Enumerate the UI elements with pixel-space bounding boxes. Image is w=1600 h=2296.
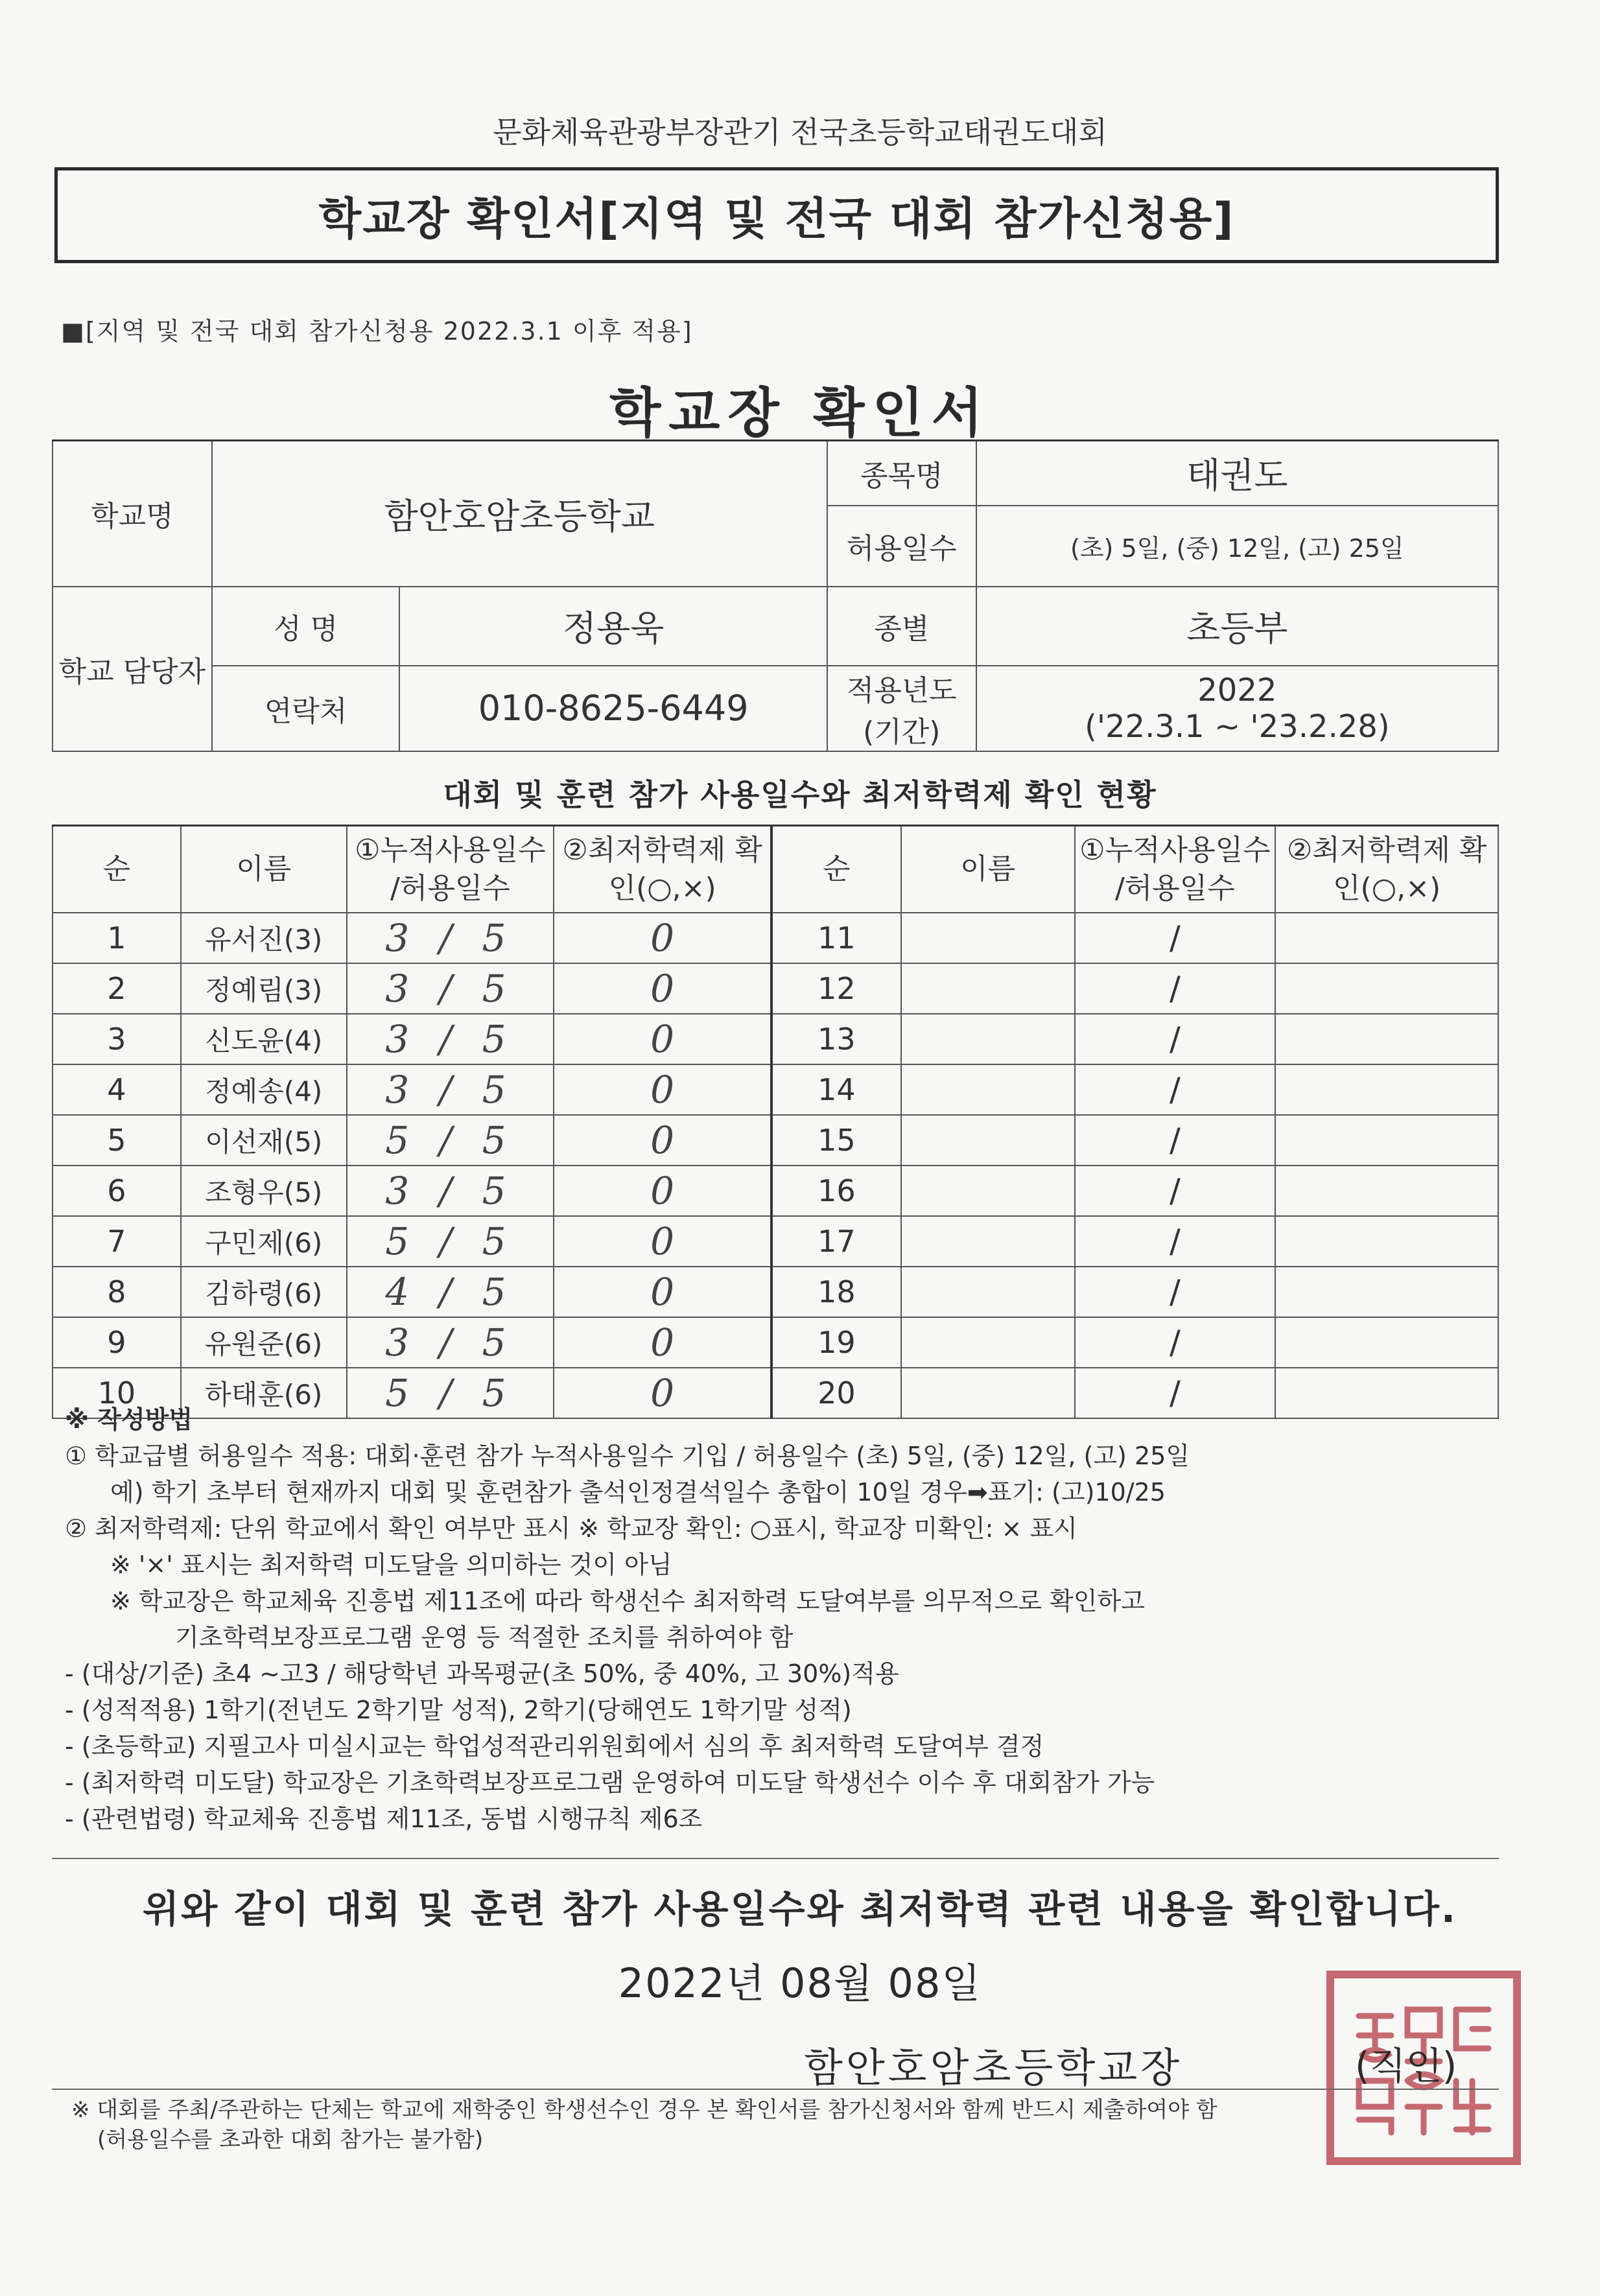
method-line: - (대상/기준) 초4 ~고3 / 해당학년 과목평균(초 50%, 중 40%, 고 30%)적용: [65, 1659, 899, 1688]
header-days: ①누적사용일수 /허용일수: [347, 826, 554, 913]
roster-days: 5 / 5: [347, 1368, 554, 1418]
table-row: [53, 1317, 1498, 1368]
year-label: 적용년도 (기간): [827, 666, 976, 751]
roster-name: 유서진(3): [181, 913, 347, 963]
roster-check: 0: [554, 913, 771, 963]
table-row: [53, 913, 1498, 963]
confirmation-statement: 위와 같이 대회 및 훈련 참가 사용일수와 최저학력 관련 내용을 확인합니다.: [143, 1887, 1457, 1931]
method-heading: ※ 작성방법: [65, 1405, 193, 1434]
roster-days-2: /: [1075, 1166, 1276, 1216]
roster-name: 김하령(6): [181, 1267, 347, 1317]
roster-no-2: 16: [771, 1166, 901, 1216]
sport-label: 종목명: [827, 441, 976, 506]
phone-value: 010-8625-6449: [399, 666, 827, 751]
writing-method: [65, 1401, 1511, 1837]
header-no: 순: [53, 826, 181, 913]
applicability-note: ■[지역 및 전국 대회 참가신청용 2022.3.1 이후 적용]: [61, 317, 693, 346]
roster-check: 0: [554, 1115, 771, 1166]
roster-days-2: /: [1075, 1064, 1276, 1115]
roster-name: 신도윤(4): [181, 1014, 347, 1064]
roster-name: 구민제(6): [181, 1216, 347, 1267]
table-row: [53, 1166, 1498, 1216]
roster-check-2: [1275, 1216, 1498, 1267]
roster-no-2: 20: [771, 1368, 901, 1418]
roster-title: 대회 및 훈련 참가 사용일수와 최저학력제 확인 현황: [443, 777, 1157, 812]
roster-days-2: /: [1075, 1267, 1276, 1317]
roster-check-2: [1275, 1267, 1498, 1317]
roster-name: 조형우(5): [181, 1166, 347, 1216]
table-row: [53, 963, 1498, 1014]
roster-days: 5 / 5: [347, 1216, 554, 1267]
roster-no: 6: [53, 1166, 181, 1216]
roster-check-2: [1275, 963, 1498, 1014]
roster-no: 8: [53, 1267, 181, 1317]
roster-name-2: [901, 963, 1075, 1014]
roster-no-2: 19: [771, 1317, 901, 1368]
table-row: [53, 1267, 1498, 1317]
roster-days-2: /: [1075, 1317, 1276, 1368]
roster-name: 정예송(4): [181, 1064, 347, 1115]
roster-check-2: [1275, 1014, 1498, 1064]
footer-divider: [52, 2089, 1499, 2090]
year-cell: [976, 666, 1498, 751]
sport-value: 태권도: [976, 441, 1498, 506]
roster-check: 0: [554, 1216, 771, 1267]
roster-no-2: 13: [771, 1014, 901, 1064]
roster-no: 1: [53, 913, 181, 963]
roster-check: 0: [554, 1368, 771, 1418]
method-line: 예) 학기 초부터 현재까지 대회 및 훈련참가 출석인정결석일수 총합이 10일 경우➡표기: (고)10/25: [110, 1478, 1166, 1506]
header-name: 이름: [181, 826, 347, 913]
header-academic-2: ②최저학력제 확인(○,×): [1275, 826, 1498, 913]
roster-days: 3 / 5: [347, 1317, 554, 1368]
roster-name: 이선재(5): [181, 1115, 347, 1166]
roster-check-2: [1275, 1166, 1498, 1216]
roster-check: 0: [554, 1064, 771, 1115]
roster-check-2: [1275, 1317, 1498, 1368]
document-title: 학교장 확인서: [609, 382, 991, 444]
roster-no: 3: [53, 1014, 181, 1064]
roster-days-2: /: [1075, 1115, 1276, 1166]
division-value: 초등부: [976, 587, 1498, 666]
roster-no-2: 11: [771, 913, 901, 963]
roster-check-2: [1275, 1115, 1498, 1166]
roster-name-2: [901, 913, 1075, 963]
table-row: [53, 1064, 1498, 1115]
school-value: 함안호암초등학교: [212, 441, 827, 587]
roster-days-2: /: [1075, 1216, 1276, 1267]
year-value: 2022: [1197, 672, 1277, 709]
boxed-title-text: 학교장 확인서[지역 및 전국 대회 참가신청용]: [318, 193, 1235, 245]
method-line: ※ '×' 표시는 최저학력 미도달을 의미하는 것이 아님: [110, 1551, 672, 1579]
roster-no: 10: [53, 1368, 181, 1418]
method-line: ※ 학교장은 학교체육 진흥법 제11조에 따라 학생선수 최저학력 도달여부를 의무적으로 확인하고: [110, 1587, 1145, 1615]
roster-no: 2: [53, 963, 181, 1014]
roster-no-2: 15: [771, 1115, 901, 1166]
roster-days: 3 / 5: [347, 1064, 554, 1115]
roster-name: 정예림(3): [181, 963, 347, 1014]
roster-check: 0: [554, 1267, 771, 1317]
roster-name-2: [901, 1317, 1075, 1368]
roster-name-2: [901, 1267, 1075, 1317]
footer-note-line: ※ 대회를 주최/주관하는 단체는 학교에 재학중인 학생선수인 경우 본 확인서를 참가신청서와 함께 반드시 제출하여야 함: [71, 2097, 1218, 2123]
roster-no-2: 17: [771, 1216, 901, 1267]
roster-days: 3 / 5: [347, 1166, 554, 1216]
roster-days: 3 / 5: [347, 963, 554, 1014]
info-table: [52, 439, 1499, 752]
roster-check-2: [1275, 913, 1498, 963]
contact-group-label: 학교 담당자: [53, 587, 212, 751]
roster-days-2: /: [1075, 963, 1276, 1014]
allowed-days-value: (초) 5일, (중) 12일, (고) 25일: [976, 506, 1498, 587]
principal-name: 함안호암초등학교장: [804, 2044, 1183, 2091]
roster-check: 0: [554, 1317, 771, 1368]
roster-days-2: /: [1075, 1368, 1276, 1418]
roster-no-2: 14: [771, 1064, 901, 1115]
roster-name-2: [901, 1064, 1075, 1115]
method-line: - (성적적용) 1학기(전년도 2학기말 성적), 2학기(당해연도 1학기말 성적): [65, 1696, 852, 1724]
roster-days-2: /: [1075, 913, 1276, 963]
roster-days: 4 / 5: [347, 1267, 554, 1317]
roster-no: 4: [53, 1064, 181, 1115]
roster-no-2: 18: [771, 1267, 901, 1317]
roster-name: 유원준(6): [181, 1317, 347, 1368]
school-label: 학교명: [53, 441, 212, 587]
date: 2022년 08월 08일: [618, 1960, 982, 2007]
name-value: 정용욱: [399, 587, 827, 666]
roster-days: 5 / 5: [347, 1115, 554, 1166]
roster-no-2: 12: [771, 963, 901, 1014]
roster-check-2: [1275, 1064, 1498, 1115]
header-no-2: 순: [771, 826, 901, 913]
roster-name-2: [901, 1115, 1075, 1166]
method-line: ① 학교급별 허용일수 적용: 대회·훈련 참가 누적사용일수 기입 / 허용일수 (초) 5일, (중) 12일, (고) 25일: [65, 1442, 1190, 1470]
event-name: 문화체육관광부장관기 전국초등학교태권도대회: [493, 115, 1107, 150]
method-line: ② 최저학력제: 단위 학교에서 확인 여부만 표시 ※ 학교장 확인: ○표시, 학교장 미확인: × 표시: [65, 1514, 1077, 1543]
roster-check: 0: [554, 1166, 771, 1216]
allowed-days-label: 허용일수: [827, 506, 976, 587]
header-academic: ②최저학력제 확인(○,×): [554, 826, 771, 913]
name-label: 성 명: [212, 587, 400, 666]
roster-no: 9: [53, 1317, 181, 1368]
roster-check: 0: [554, 1014, 771, 1064]
phone-label: 연락처: [212, 666, 400, 751]
method-line: - (관련법령) 학교체육 진흥법 제11조, 동법 시행규칙 제6조: [65, 1805, 703, 1833]
header-days-2: ①누적사용일수 /허용일수: [1075, 826, 1276, 913]
footer-note: [71, 2095, 1218, 2155]
roster-days: 3 / 5: [347, 1014, 554, 1064]
boxed-title: [54, 167, 1499, 263]
roster-name: 하태훈(6): [181, 1368, 347, 1418]
method-line: - (최저학력 미도달) 학교장은 기초학력보장프로그램 운영하여 미도달 학생선수 이수 후 대회참가 가능: [65, 1768, 1155, 1797]
footer-note-line: (허용일수를 초과한 대회 참가는 불가함): [97, 2127, 484, 2153]
roster-no: 5: [53, 1115, 181, 1166]
roster-table: [52, 825, 1499, 1419]
divider: [52, 1858, 1499, 1859]
roster-name-2: [901, 1166, 1075, 1216]
seal-label: (직인): [1355, 2044, 1457, 2088]
table-row: [53, 1115, 1498, 1166]
roster-days: 3 / 5: [347, 913, 554, 963]
roster-no: 7: [53, 1216, 181, 1267]
division-label: 종별: [827, 587, 976, 666]
roster-check: 0: [554, 963, 771, 1014]
table-row: [53, 1216, 1498, 1267]
roster-body: [53, 913, 1498, 1418]
roster-name-2: [901, 1014, 1075, 1064]
roster-name-2: [901, 1216, 1075, 1267]
method-line: - (초등학교) 지필고사 미실시교는 학업성적관리위원회에서 심의 후 최저학력 도달여부 결정: [65, 1732, 1044, 1761]
method-line: 기초학력보장프로그램 운영 등 적절한 조치를 취하여야 함: [175, 1623, 794, 1652]
header-name-2: 이름: [901, 826, 1075, 913]
roster-days-2: /: [1075, 1014, 1276, 1064]
table-row: [53, 1014, 1498, 1064]
period-value: ('22.3.1 ~ '23.2.28): [1085, 708, 1390, 745]
